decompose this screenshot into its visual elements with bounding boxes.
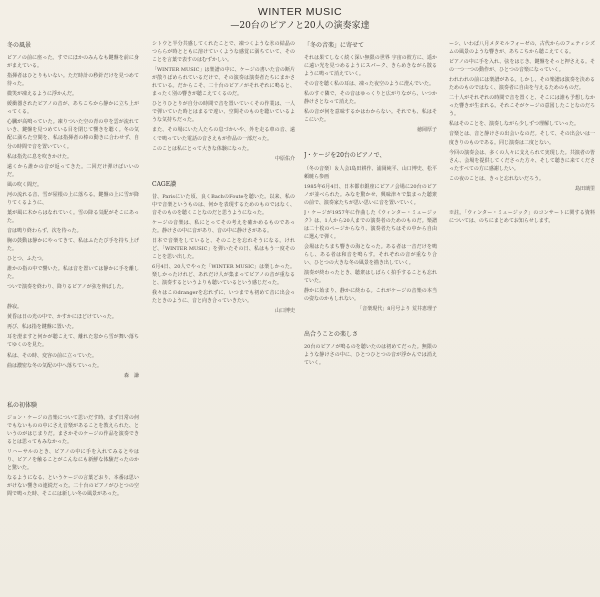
paragraph: 静寂。	[7, 304, 23, 311]
paragraph: 1985年6月4日、日本都市銀座にピアノ会場に20台のピアノが並べられた。みなを驚かせ、興味津々で集まった聴衆の前で、演奏家たちが思い思いに音を置いていく。	[304, 183, 437, 206]
author-signature: 島田璃里	[574, 185, 595, 192]
paragraph: 日本で音楽をしていると、そのことを忘れそうになる。けれど、「WINTER MUSIC」を弾いたその日、私はもう一度そのことを思い出した。	[152, 237, 295, 261]
author-signature: 徳岡厚子	[416, 127, 437, 134]
paragraph: ピアノの中に手を入れ、弦をはじき、鍵盤をそっと押さえる。その一つ一つの動作が、ひとつの音楽になっていく。	[449, 59, 595, 74]
paragraph: ジョン・ケージの音楽について思いだす時、まず日常の何でもないものの中にさえ音楽があることを教えられた、というのがはじまりだ。まさかそのケージの作品を演奏できるとは思ってもみなかった。	[7, 414, 139, 445]
text-column-1	[7, 40, 139, 592]
section-gap	[449, 199, 595, 209]
section-gap	[304, 140, 437, 150]
section-gap	[152, 169, 295, 179]
section-title: 「冬の音楽」に寄せて	[304, 42, 365, 49]
author-signature: 中原佑介	[274, 155, 295, 162]
title-block	[0, 6, 600, 32]
text-column-2	[152, 40, 295, 592]
section-gap	[304, 319, 437, 329]
paragraph: それは果てしなく続く深い無限の世界 宇宙の彼方に、遥かに遠い光を見つめるようにスパーク、きらめきながら散るように鳴って消えていく。	[304, 55, 437, 78]
paragraph: 「WINTER MUSIC」は楽譜の中に、ケージの書いた音の断片が散りばめられているだけで、その演奏は演奏者たちにまかされている。だからこそ、二十台のピアノがそれぞれに鳴ると、まったく別の響きが聴こえてくるのだ。	[152, 67, 295, 98]
section-title: 私の初体験	[7, 401, 38, 409]
paragraph: このことは私にとって大きな体験になった。	[152, 145, 252, 152]
section-title: 出合うことの楽しさ	[304, 331, 359, 339]
paragraph: ひとりひとりが自分の時間で音を置いていくその作業は、一人で弾いていた時とはまるで違い、空間そのものを聴いているような気持ちだった。	[152, 101, 295, 124]
paragraph: 6月4日、20人でやった「WINTER MUSIC」は楽しかった。楽しかったけれど、あれだけ人が集まってピアノの音が重なると、演奏するというよりも聴いているという感じだった。	[152, 264, 295, 287]
paragraph: 我々はこのdrangerを忘れずに、いつまでも初めて音に出会ったときのように、音と向き合っていきたい。	[152, 290, 295, 305]
paragraph: 耳を澄ますと何かが聴こえて、離れた窓から雪が舞い落ちてゆくのを見た。	[7, 334, 139, 349]
paragraph: 音楽とは、音と静けさの出会いなのだ。そして、その出会いは一度きりのものである。同じ演奏は二度とない。	[449, 131, 595, 146]
paragraph: 曲は濃密な冬の気配の中へ落ちていった。	[7, 362, 102, 369]
paragraph: 黄昏は日の光の中で、かすかにほどけていった。	[7, 314, 117, 321]
paragraph: 会場はたちまち響きの海となった。ある者は一音だけを鳴らし、ある者は和音を鳴らす。それぞれの音が重なり合い、ひとつの大きな冬の風景を描き出していく。	[304, 243, 437, 267]
paragraph: ひとつ、ふたつ。	[7, 256, 47, 263]
paragraph: 二十人がそれぞれの時間で音を置くと、そこには誰も予想しなかった響きが生まれる。それこそがケージの意図したことなのだろう。	[449, 95, 595, 118]
author-signature: 森 謙	[123, 372, 139, 379]
paragraph: 風の吹く間だ。	[7, 181, 43, 188]
paragraph: 私は、その時、変容の前に立っていた。	[7, 352, 98, 359]
paragraph: その音を聴く私の耳は、凍った夜空のように澄んでいた。	[304, 81, 435, 88]
paragraph: 指揮者はひとりもいない。ただ時計の秒針だけを見つめて待った。	[7, 73, 139, 88]
section-title: 冬の風景	[7, 42, 32, 49]
text-column-4	[449, 40, 595, 592]
text-column-3	[304, 40, 437, 592]
paragraph: また、その場にいた人たちの息づかいや、外を走る車の音、遠くで鳴っていた電話の音さえもが作品の一部だった。	[152, 127, 295, 142]
paragraph: 河の流れる音、雪が屋根の上に落ちる。鍵盤の上に雪が降りてくるように、	[7, 191, 139, 206]
paragraph: 今回の演奏会は、多くの人々に支えられて実現した。共演者の皆さん、会場を提供してくださった方々、そして聴きに来てくださったすべての方に感謝したい。	[449, 149, 595, 172]
paragraph: 昔、Parisにいた頃、良くBachのFouteを聴いた。以来、私の中で音楽というものは、何かを表現するためのものではなく、音そのものを聴くことなのだと思うようになった。	[152, 193, 295, 216]
paragraph: J・ケージが1957年に作曲した《ウィンター・ミュージック》は、1人から20人までの演奏者のためのものだ。楽譜は二十枚のページからなり、演奏者たちはその中から自由に選んで弾く。	[304, 209, 437, 240]
paragraph: この夜のことは、きっと忘れないだろう。	[449, 175, 545, 182]
author-signature: 「音楽現代」8月号より 荒井恵理子	[357, 306, 437, 313]
paragraph: 葉が風に木からはなれていく。雪の降る気配がそこにあった。	[7, 209, 139, 224]
paragraph: ケージの音楽は、私にとってその考えを確かめるものであった。静けさの中に音があり、音の中に静けさがある。	[152, 219, 295, 234]
paragraph: 心臓が高鳴っていた。凍りついた空の青の中を雲が流れていき、鍵盤を見つめている目を閉じて響きを聴く。冬の気配に満ちた空間を、私は指揮者の棒の動きに合わせず、自分の時間で音を置いていく。	[7, 119, 139, 150]
paragraph: （冬の音楽）＆人会Ⅰ島田耕作、浦岡純平、山口博史、松平頼暁ら参画	[304, 165, 437, 180]
paragraph: ついで演奏を終わり、降りるピアノが弦を伸ばした。	[7, 284, 127, 291]
paragraph: 演奏が終わったとき、聴衆はしばらく拍手することも忘れていた。	[304, 270, 437, 285]
paragraph: 私の音が何を意味するかはわからない。それでも、私はそこにいた。	[304, 109, 437, 124]
section-title: CAGE讃	[152, 180, 177, 188]
paragraph: ピアノの前に座った。すでにほかのみんなも鍵盤を前に身がまえている。	[7, 55, 139, 70]
section-gap	[7, 293, 139, 303]
paragraph: 緩衝器されたピアノの音が、あちこちから静かに立ち上がってくる。	[7, 101, 139, 116]
paragraph: 遠くから誰かの音が返ってきた。二回だけ弾けばいいのだ。	[7, 163, 139, 178]
paragraph: ーシ、いわば八月メタモルフォーゼの、古代からのフェティシズムの風景のような響きが、あちこちから聴こえてくる。	[449, 41, 595, 56]
paragraph: 誰かの指の中で響いた。私は音を置いては静かに手を離した。	[7, 266, 139, 281]
paragraph: シトウと半分共感してくれたことで、凍つくような氷の結晶のつららが時とともに溶けていくような感覚に満ちていて、そのことを言葉で表すのはむずかしい。	[152, 41, 295, 64]
paragraph: 音は鳴り終わらず、次を待った。	[7, 227, 82, 234]
page-subtitle: —20台のピアノと20人の演奏家達	[230, 21, 370, 31]
paragraph: 20台のピアノが鳴るのを聴いたのは初めてだった。無限のような静けさの中に、ひとつひとつの音が浮かんでは消えていく。	[304, 344, 437, 367]
paragraph: 再び、私は指を鍵盤に置いた。	[7, 324, 77, 331]
paragraph: 私のすぐ隣で、その音はゆっくりと広がりながら、いつか静けさとなって消えた。	[304, 91, 437, 106]
section-title: J・ケージを20台のピアノで、	[304, 152, 386, 160]
paragraph: 微笑が凍えるように浮かんだ。	[7, 91, 78, 98]
paragraph: リハーサルのとき、ピアノの中に手を入れてみるとやはり、ピアノを触ることがこんなにも新鮮な体験だったのかと驚いた。	[7, 448, 139, 471]
paragraph: 私は指先に息を吹きかけた。	[7, 153, 73, 160]
paragraph: われわれの前には楽譜がある。しかし、その楽譜は演奏を決めるためのものではなく、演奏者に自由を与えるためのものだ。	[449, 77, 595, 92]
paragraph: なるようになる、というケージの言葉どおり、本番は思いがけない響きの連続だった。二十台のピアノがひとつの空間で鳴った時、そこには新しい冬の風景があった。	[7, 475, 139, 498]
page-title: WINTER MUSIC	[257, 6, 343, 18]
paragraph: 胸の鼓動は静かにやってきて、私はふたたび手を持ち上げた。	[7, 237, 139, 253]
section-gap	[7, 386, 139, 400]
paragraph: 静かに始まり、静かに終わる。これがケージの音楽の本当の姿なのかもしれない。	[304, 288, 437, 303]
paragraph: 私はそのことを、演奏しながら少しずつ理解していった。	[449, 121, 580, 128]
author-signature: 山口博史	[274, 308, 295, 315]
paragraph: ※註。「ウィンター・ミュージック」のコンサートに関する資料については、のちにまとめてお知らせします。	[449, 209, 595, 224]
